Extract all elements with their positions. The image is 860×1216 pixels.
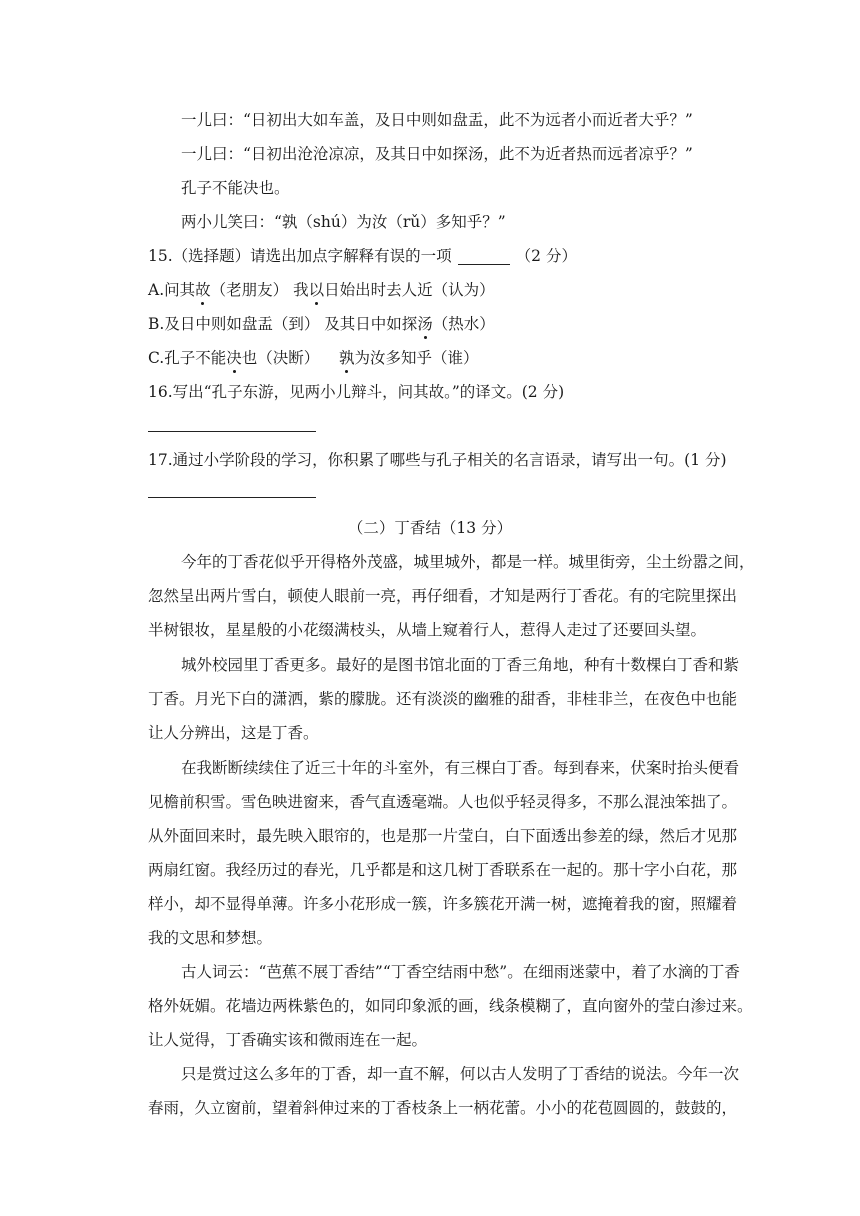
- question-15-score: （2 分）: [515, 247, 577, 265]
- dotted-char: 以: [308, 281, 325, 299]
- question-17: 17.通过小学阶段的学习，你积累了哪些与孔子相关的名言语录，请写出一句。(1 分): [148, 451, 727, 469]
- option-c-text: 为汝多知乎（谁）: [354, 349, 479, 367]
- paragraph-line: 忽然呈出两片雪白，顿使人眼前一亮，再仔细看，才知是两行丁香花。有的宅院里探出: [148, 587, 738, 605]
- question-16: 16.写出“孔子东游，见两小儿辩斗，问其故。”的译文。(2 分): [148, 383, 565, 401]
- paragraph-line: 半树银妆，星星般的小花缀满枝头，从墙上窥着行人，惹得人走过了还要回头望。: [148, 621, 707, 639]
- paragraph-line: 我的文思和梦想。: [148, 929, 273, 947]
- paragraph-line: 让人觉得，丁香确实该和微雨连在一起。: [148, 1031, 428, 1049]
- passage-line: 一儿曰：“日初出沧沧凉凉，及其日中如探汤，此不为近者热而远者凉乎？”: [181, 145, 693, 163]
- paragraph-line: 格外妩媚。花墙边两株紫色的，如同印象派的画，线条模糊了，直向窗外的莹白渗过来。: [148, 997, 753, 1015]
- passage-line: 两小儿笑曰：“孰（shú）为汝（rǔ）多知乎？”: [181, 213, 506, 231]
- option-a-text: A.问其: [148, 281, 196, 299]
- section-title: （二）丁香结（13 分）: [347, 519, 513, 537]
- paragraph-line: 春雨，久立窗前，望着斜伸过来的丁香枝条上一柄花蕾。小小的花苞圆圆的，鼓鼓的，: [148, 1099, 738, 1117]
- paragraph-line: 在我断断续续住了近三十年的斗室外，有三棵白丁香。每到春来，伏案时抬头便看: [181, 759, 740, 777]
- passage-line: 一儿曰：“日初出大如车盖，及日中则如盘盂，此不为远者小而近者大乎？”: [181, 111, 693, 129]
- option-b: [148, 314, 495, 334]
- option-c-text: C.孔子不能: [148, 349, 227, 367]
- question-15-stem: 15.（选择题）请选出加点字解释有误的一项: [148, 247, 452, 265]
- answer-line-17[interactable]: [148, 497, 316, 498]
- paragraph-line: 见檐前积雪。雪色映进窗来，香气直透毫端。人也似乎轻灵得多，不那么混浊笨拙了。: [148, 793, 738, 811]
- option-a: [148, 280, 495, 300]
- option-a-text: （老朋友） 我: [210, 281, 309, 299]
- dotted-char: 汤: [417, 315, 433, 333]
- paragraph-line: 两扇红窗。我经历过的春光，几乎都是和这几树丁香联系在一起的。那十字小白花，那: [148, 861, 738, 879]
- dotted-char: 孰: [338, 349, 355, 367]
- option-b-text: B.及日中则如盘盂（到） 及其日中如探: [148, 315, 418, 333]
- paragraph-line: 从外面回来时，最先映入眼帘的，也是那一片莹白，白下面透出参差的绿，然后才见那: [148, 827, 738, 845]
- option-c-text: 也（决断）: [241, 349, 339, 367]
- dotted-char: 故: [195, 281, 211, 299]
- paragraph-line: 样小，却不显得单薄。许多小花形成一簇，许多簇花开满一树，遮掩着我的窗，照耀着: [148, 895, 738, 913]
- paragraph-line: 只是赏过这么多年的丁香，却一直不解，何以古人发明了丁香结的说法。今年一次: [181, 1065, 740, 1083]
- dotted-char: 决: [226, 349, 242, 367]
- question-15: [148, 246, 577, 266]
- paragraph-line: 今年的丁香花似乎开得格外茂盛，城里城外，都是一样。城里街旁，尘土纷嚣之间，: [181, 553, 755, 571]
- paragraph-line: 城外校园里丁香更多。最好的是图书馆北面的丁香三角地，种有十数棵白丁香和紫: [181, 656, 740, 674]
- answer-blank[interactable]: [458, 249, 510, 265]
- option-a-text: 日始出时去人近（认为）: [324, 281, 495, 299]
- option-b-text: （热水）: [432, 315, 495, 333]
- answer-line-16[interactable]: [148, 431, 316, 432]
- paragraph-line: 古人词云：“芭蕉不展丁香结”“丁香空结雨中愁”。在细雨迷蒙中，着了水滴的丁香: [181, 963, 740, 981]
- paragraph-line: 让人分辨出，这是丁香。: [148, 724, 319, 742]
- passage-line: 孔子不能决也。: [181, 179, 290, 197]
- option-c: [148, 348, 479, 368]
- paragraph-line: 丁香。月光下白的潇洒，紫的朦胧。还有淡淡的幽雅的甜香，非桂非兰，在夜色中也能: [148, 690, 738, 708]
